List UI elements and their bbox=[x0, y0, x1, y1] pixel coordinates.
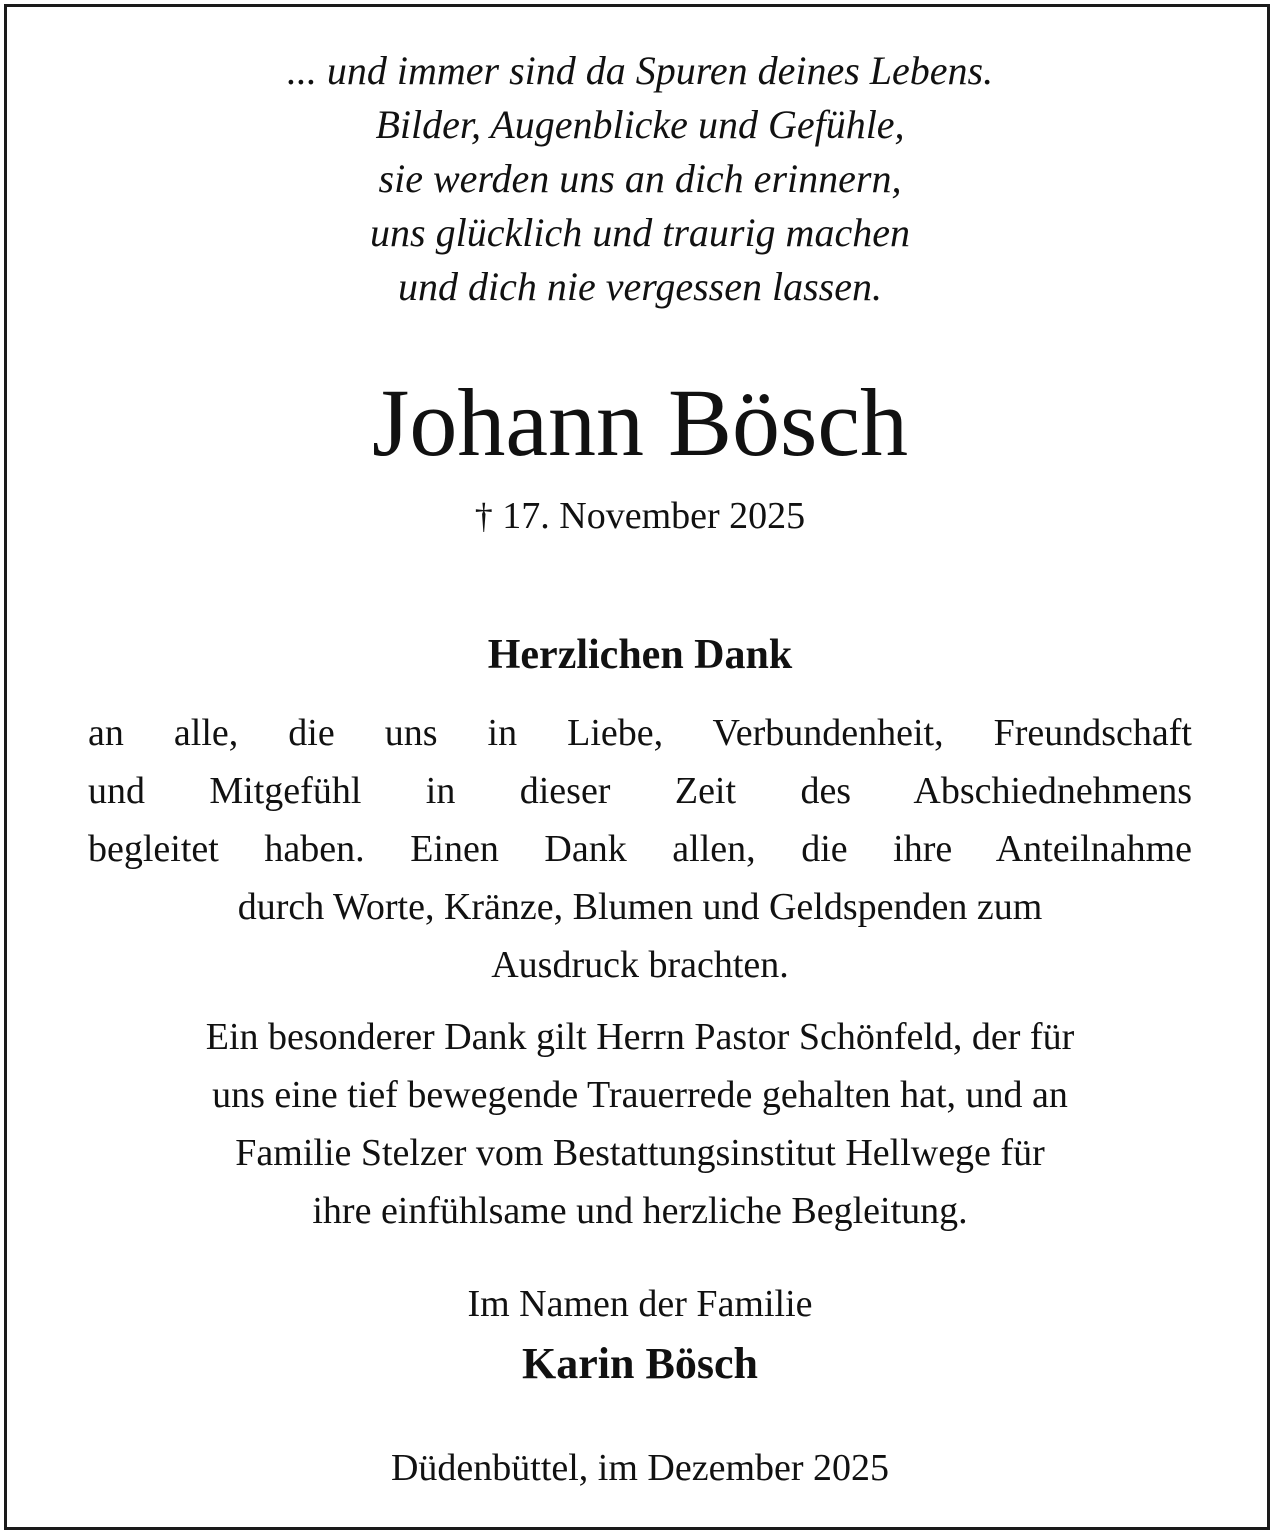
obituary-notice bbox=[60, 0, 1220, 1540]
paragraph-line: begleitet haben. Einen Dank allen, die ihre Anteilnahme bbox=[88, 828, 1192, 870]
paragraph-line: Familie Stelzer vom Bestattungsinstitut Hellwege für bbox=[235, 1132, 1045, 1174]
paragraph-line: durch Worte, Kränze, Blumen und Geldspenden zum bbox=[237, 886, 1043, 928]
poem-line: sie werden uns an dich erinnern, bbox=[378, 156, 902, 201]
poem-line: Bilder, Augenblicke und Gefühle, bbox=[375, 102, 905, 147]
poem-line: uns glücklich und traurig machen bbox=[370, 210, 910, 255]
paragraph-line: an alle, die uns in Liebe, Verbundenheit, Freundschaft bbox=[88, 712, 1192, 754]
poem-line: ... und immer sind da Spuren deines Lebens. bbox=[286, 48, 994, 93]
paragraph-line: und Mitgefühl in dieser Zeit des Abschiednehmens bbox=[88, 770, 1192, 812]
thanks-paragraph-1 bbox=[88, 704, 1192, 994]
thanks-heading: Herzlichen Dank bbox=[487, 632, 793, 678]
death-date-line bbox=[60, 492, 1220, 540]
deceased-name: Johann Bösch bbox=[372, 369, 908, 476]
death-date: 17. November 2025 bbox=[502, 495, 806, 537]
signature-name: Karin Bösch bbox=[522, 1339, 758, 1388]
paragraph-line: Ein besonderer Dank gilt Herrn Pastor Schönfeld, der für bbox=[205, 1016, 1075, 1058]
paragraph-line: uns eine tief bewegende Trauerrede gehalten hat, und an bbox=[212, 1074, 1068, 1116]
place-date: Düdenbüttel, im Dezember 2025 bbox=[390, 1447, 890, 1489]
dagger-icon: † bbox=[474, 496, 493, 536]
thanks-paragraph-2 bbox=[60, 1008, 1220, 1240]
memorial-poem bbox=[60, 44, 1220, 314]
poem-line: und dich nie vergessen lassen. bbox=[398, 264, 882, 309]
paragraph-line: ihre einfühlsame und herzliche Begleitung. bbox=[312, 1190, 968, 1232]
paragraph-line: Ausdruck brachten. bbox=[491, 944, 789, 986]
signature-intro: Im Namen der Familie bbox=[467, 1283, 813, 1325]
